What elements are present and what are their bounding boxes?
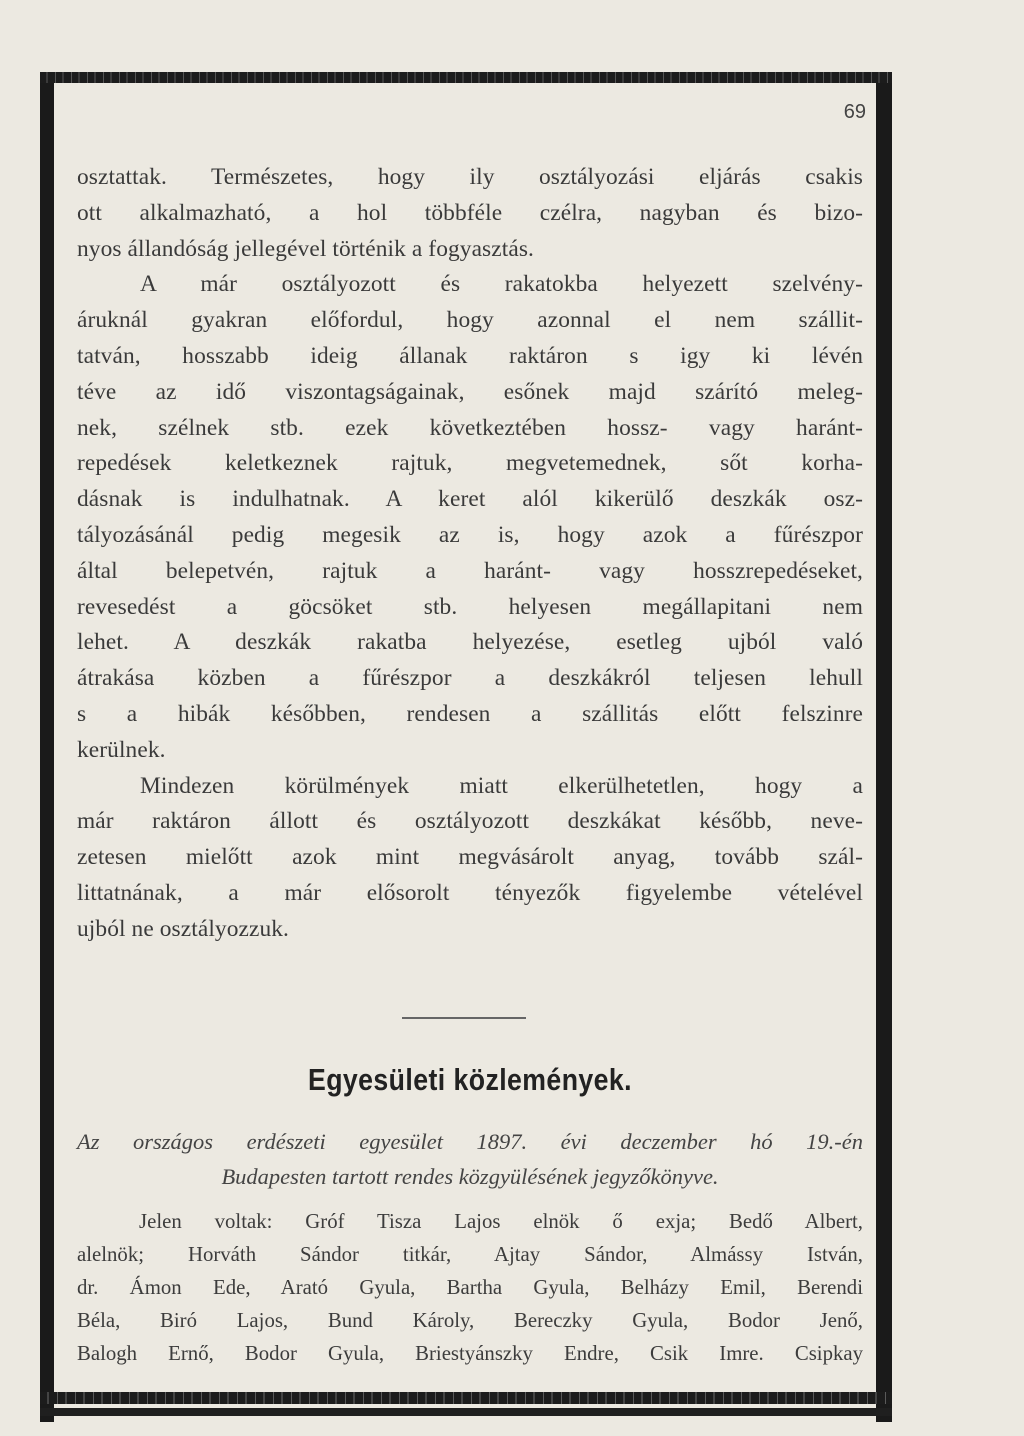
body-line: tatván, hosszabb ideig állanak raktáron s igy ki lévén <box>77 342 863 369</box>
body-line: áruknál gyakran előfordul, hogy azonnal el nem szállit- <box>77 307 863 334</box>
body-line: repedések keletkeznek rajtuk, megvetemednek, sőt korha- <box>77 450 863 477</box>
scan-border-left <box>40 72 54 1422</box>
body-line: már raktáron állott és osztályozott deszkákat később, neve- <box>77 808 863 835</box>
body-line: A már osztályozott és rakatokba helyezett szelvény- <box>140 271 863 298</box>
body-text <box>77 160 863 948</box>
scan-border-bottom <box>40 1392 892 1404</box>
scan-border-bottom-edge <box>40 1408 892 1416</box>
body-line: osztattak. Természetes, hogy ily osztályozási eljárás csakis <box>77 164 863 190</box>
body-line: téve az idő viszontagságainak, esőnek majd szárító meleg- <box>77 378 863 405</box>
body-line: nyos állandóság jellegével történik a fogyasztás. <box>77 235 534 262</box>
attendee-list <box>77 1205 863 1370</box>
body-line: Mindezen körülmények miatt elkerülhetetlen, hogy a <box>140 772 863 799</box>
section-heading: Egyesületi közlemények. <box>307 1062 633 1097</box>
scan-border-top <box>40 72 892 83</box>
body-line: revesedést a göcsöket stb. helyesen megállapitani nem <box>77 593 863 620</box>
attendee-line: alelnök; Horváth Sándor titkár, Ajtay Sándor, Almássy István, <box>77 1243 863 1266</box>
body-line: ott alkalmazható, a hol többféle czélra, nagyban és bizo- <box>77 199 863 226</box>
body-line: nek, szélnek stb. ezek következtében hossz- vagy haránt- <box>77 414 863 441</box>
attendee-line: Jelen voltak: Gróf Tisza Lajos elnök ő exja; Bedő Albert, <box>139 1210 863 1233</box>
body-line: s a hibák későbben, rendesen a szállitás előtt felszinre <box>77 700 863 727</box>
body-line: ujból ne osztályozzuk. <box>77 915 290 942</box>
body-line: átrakása közben a fűrészpor a deszkákról teljesen lehull <box>77 665 863 692</box>
section-divider <box>402 1017 526 1019</box>
attendee-line: dr. Ámon Ede, Arató Gyula, Bartha Gyula, Belházy Emil, Berendi <box>77 1276 863 1299</box>
body-line: által belepetvén, rajtuk a haránt- vagy hosszrepedéseket, <box>77 557 863 584</box>
body-line: lehet. A deszkák rakatba helyezése, esetleg ujból való <box>77 629 863 656</box>
page-number: 69 <box>843 101 866 123</box>
attendee-line: Balogh Ernő, Bodor Gyula, Briestyánszky Endre, Csik Imre. Csipkay <box>77 1342 863 1365</box>
body-line: kerülnek. <box>77 736 166 763</box>
body-line: dásnak is indulhatnak. A keret alól kikerülő deszkák osz- <box>77 486 863 513</box>
minutes-title <box>77 1124 863 1194</box>
minutes-title-line: Budapesten tartott rendes közgyülésének jegyzőkönyve. <box>221 1164 719 1189</box>
body-line: tályozásánál pedig megesik az is, hogy azok a fűrészpor <box>77 521 863 548</box>
body-line: zetesen mielőtt azok mint megvásárolt anyag, tovább szál- <box>77 844 863 871</box>
attendee-line: Béla, Biró Lajos, Bund Károly, Bereczky Gyula, Bodor Jenő, <box>77 1309 863 1332</box>
minutes-title-line: Az országos erdészeti egyesület 1897. évi deczember hó 19.-én <box>77 1129 863 1154</box>
body-line: littatnának, a már elősorolt tényezők figyelembe vételével <box>77 879 863 906</box>
scan-border-right <box>876 72 892 1422</box>
